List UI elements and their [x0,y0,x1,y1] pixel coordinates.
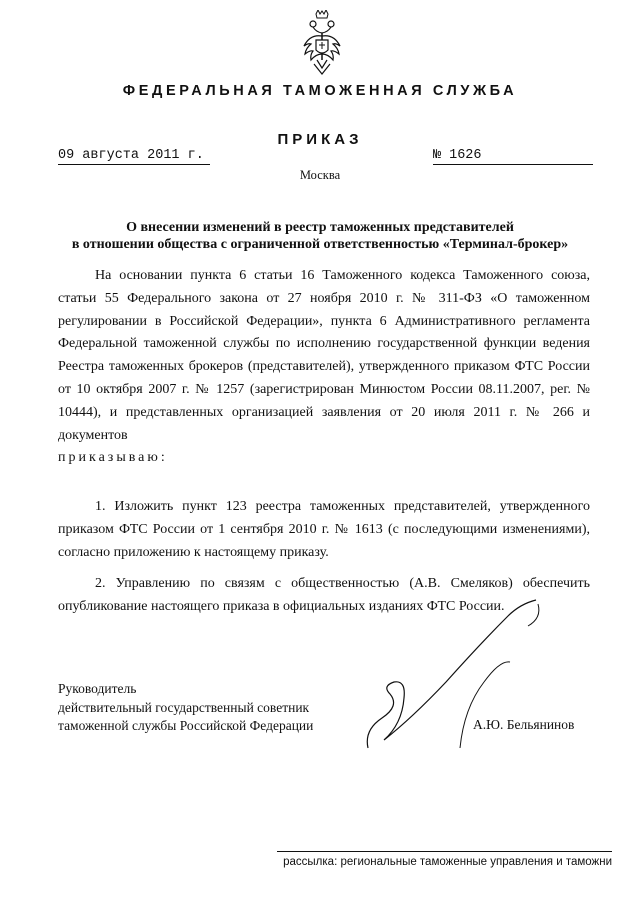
position-line-3: таможенной службы Российской Федерации [58,718,314,733]
handwritten-signature [360,598,550,762]
document-date: 09 августа 2011 г. [58,148,210,165]
order-item-1: 1. Изложить пункт 123 реестра таможенных представителей, утвержденного приказом ФТС России от 1 сентября 2010 г. № 1613 (с последующими изменениями), согласно приложению к настоящему приказу. [58,499,590,560]
position-line-1: Руководитель [58,681,137,696]
coat-of-arms-icon [302,10,342,76]
number-value: 1626 [449,148,482,163]
title-line-1: О внесении изменений в реестр таможенных представителей [126,220,514,235]
order-item-2: 2. Управлению по связям с общественностью (А.В. Смеляков) обеспечить опубликование настоящего приказа в официальных изданиях ФТС России. [58,576,590,614]
document-title [40,219,600,253]
document-number [433,148,593,165]
order-word: приказываю: [58,450,168,466]
agency-name: ФЕДЕРАЛЬНАЯ ТАМОЖЕННАЯ СЛУЖБА [122,83,518,99]
position-line-2: действительный государственный советник [58,699,310,715]
title-line-2: в отношении общества с ограниченной ответственностью «Терминал-брокер» [71,237,569,252]
preamble-text: На основании пункта 6 статьи 16 Таможенного кодекса Таможенного союза, статьи 55 Федерального закона от 27 ноября 2010 г. № 311-ФЗ «О таможенном регулировании в Российской Федерации», пункта 6 Административного регламента Федеральной таможенной службы по исполнению государственной функции ведения Реестра таможенных брокеров (представителей), утвержденного приказом ФТС России от 10 октября 2007 г. № 1257 (зарегистрирован Минюстом России 08.11.2007, рег. № 10444), и представленных организацией заявления от 20 июля 2011 г. № 266 и документов [58,268,590,443]
distribution-list: рассылка: региональные таможенные управления и таможни [277,851,612,868]
signatory-name: А.Ю. Бельянинов [473,717,575,732]
document-city: Москва [299,168,341,182]
document-type: ПРИКАЗ [277,131,363,148]
number-prefix: № [433,148,442,163]
signatory-position [58,680,313,736]
preamble-paragraph [58,265,590,470]
